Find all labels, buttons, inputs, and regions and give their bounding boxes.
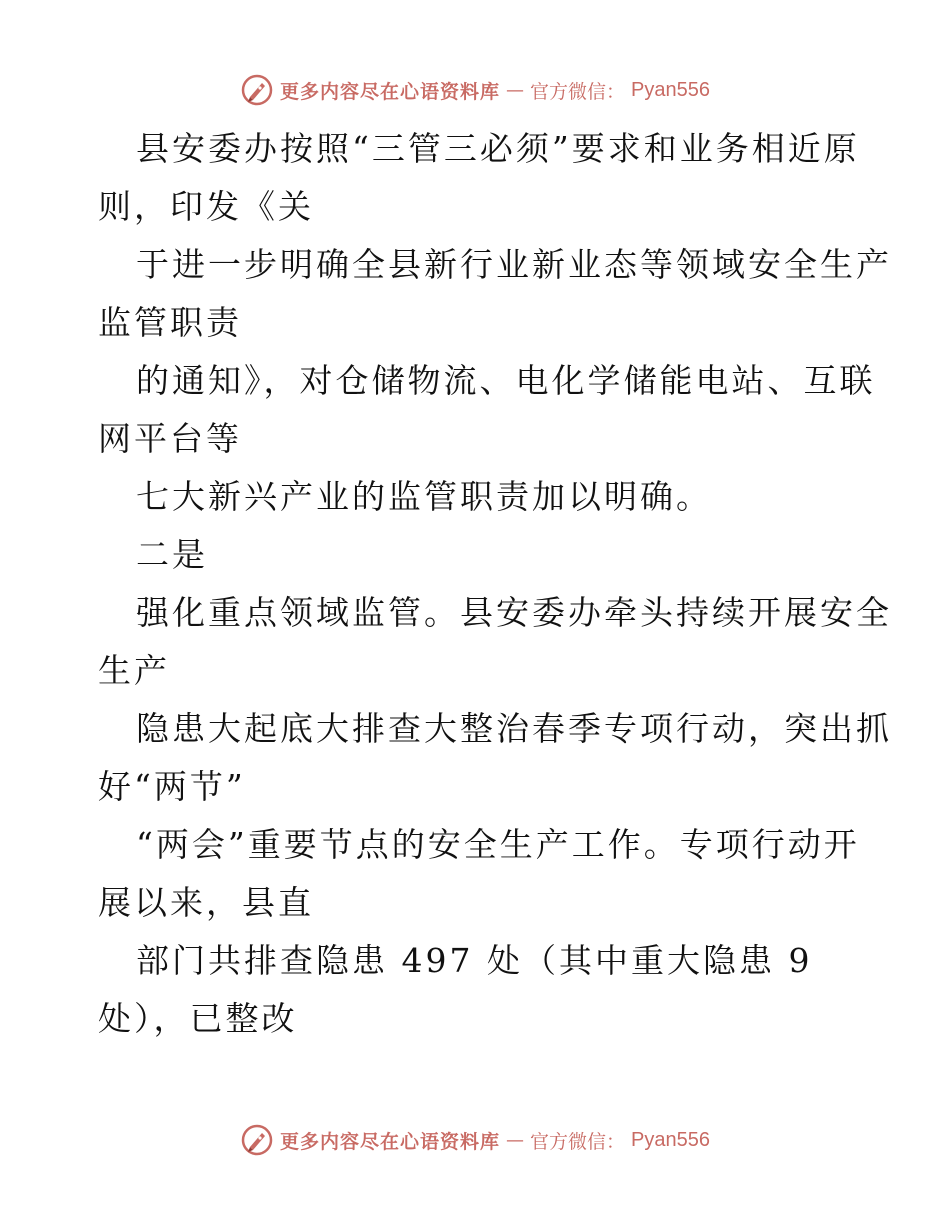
text-line: 七大新兴产业的监管职责加以明确。 (136, 477, 712, 516)
text-line: 二是 (136, 535, 208, 574)
text-line: 监管职责 (98, 303, 242, 342)
header-separator: — (506, 79, 525, 101)
header-brand-text: 更多内容尽在心语资料库 (280, 80, 501, 103)
document-body (98, 120, 892, 1048)
text-line: “两会”重要节点的安全生产工作。专项行动开 (136, 825, 860, 864)
footer-brand-text: 更多内容尽在心语资料库 (280, 1130, 501, 1153)
text-line: 展以来，县直 (98, 883, 314, 922)
footer-watermark-banner (0, 1120, 950, 1160)
text-line: 处），已整改 (98, 999, 298, 1038)
text-line: 的通知》，对仓储物流、电化学储能电站、互联 (136, 361, 876, 400)
text-line: 部门共排查隐患 497 处（其中重大隐患 9 (136, 941, 813, 980)
pen-nib-logo-icon (240, 73, 274, 107)
footer-separator: — (506, 1129, 525, 1151)
header-watermark-banner (0, 70, 950, 110)
text-line: 于进一步明确全县新行业新业态等领域安全生产 (136, 245, 892, 284)
text-line: 则，印发《关 (98, 187, 314, 226)
footer-wechat-id: Pyan556 (631, 1128, 710, 1151)
text-line: 网平台等 (98, 419, 242, 458)
text-line: 好“两节” (98, 767, 246, 806)
text-line: 隐患大起底大排查大整治春季专项行动，突出抓 (136, 709, 892, 748)
pen-nib-logo-icon (240, 1123, 274, 1157)
text-line: 强化重点领域监管。县安委办牵头持续开展安全 (136, 593, 892, 632)
text-line: 县安委办按照“三管三必须”要求和业务相近原 (136, 129, 860, 168)
header-wechat-label: 官方微信： (530, 80, 626, 103)
footer-wechat-label: 官方微信： (530, 1130, 626, 1153)
text-line: 生产 (98, 651, 170, 690)
header-wechat-id: Pyan556 (631, 78, 710, 101)
